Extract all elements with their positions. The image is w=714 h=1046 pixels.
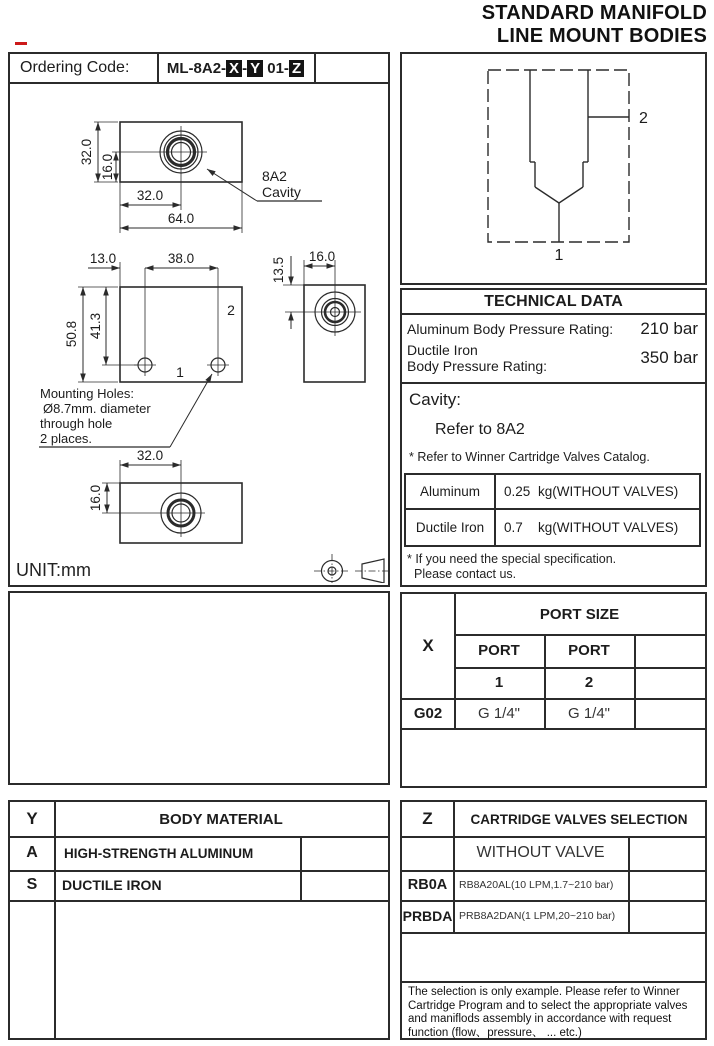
weight-row-ductile	[406, 510, 699, 545]
empty-panel	[8, 591, 390, 785]
dim-top-height: 32.0	[79, 138, 94, 166]
ordering-dash: -	[242, 59, 248, 77]
port1-sub: 1	[494, 674, 504, 691]
cart-row-prbda-label: PRB8A2DAN(1 LPM,20~210 bar)	[459, 910, 616, 922]
ordering-x-badge: X	[226, 60, 242, 77]
drawing-panel	[8, 52, 390, 587]
weight-material-aluminum: Aluminum	[406, 475, 496, 508]
dim-top-half: 16.0	[100, 153, 115, 181]
technical-data-panel	[400, 288, 707, 587]
unit-label: UNIT:mm	[16, 560, 91, 580]
cart-table-vline-2	[628, 836, 630, 932]
port-row-value1: G 1/4"	[477, 704, 520, 722]
callout-leader	[207, 169, 257, 201]
weight-table	[404, 473, 701, 547]
ordering-y-badge: Y	[247, 60, 263, 77]
page-title	[482, 2, 707, 48]
side-view	[283, 256, 365, 382]
body-row-a-code: A	[26, 844, 38, 861]
weight-aluminum-unit: kg(WITHOUT VALVES)	[538, 484, 679, 499]
pressure-ductile-value: 350 bar	[640, 348, 698, 367]
selection-note-line2: Cartridge Program and to select the appropriate valves	[408, 999, 688, 1012]
section-view-svg	[402, 54, 705, 283]
pressure-row-aluminum	[407, 319, 698, 339]
cart-table-title: CARTRIDGE VALVES SELECTION	[470, 811, 688, 827]
special-note-line1: * If you need the special specification.	[407, 552, 617, 566]
projection-symbol-cone-icon	[355, 559, 388, 583]
ordering-prefix: ML-8A2-	[166, 59, 227, 77]
weight-ductile-unit: kg(WITHOUT VALVES)	[538, 520, 679, 535]
weight-row-aluminum	[406, 475, 699, 510]
ordering-code-row	[10, 54, 388, 84]
pressure-ductile-label	[407, 342, 547, 374]
cart-row-rb0a-code: RB0A	[407, 877, 448, 893]
mounting-note-line1: Mounting Holes:	[40, 386, 134, 401]
cartridge-valves-table	[400, 800, 707, 1040]
top-view	[94, 122, 322, 233]
port-row-value2: G 1/4"	[567, 704, 610, 722]
dimension-drawings-svg	[10, 82, 388, 583]
page-title-line2: LINE MOUNT BODIES	[496, 25, 707, 47]
red-mark	[15, 42, 27, 45]
weight-ductile-number: 0.7	[504, 520, 523, 535]
selection-note	[408, 986, 701, 1040]
mounting-note-leader	[170, 374, 212, 447]
port2-header: PORT	[568, 642, 610, 659]
section-view-panel	[400, 52, 707, 285]
cavity-value: Refer to 8A2	[435, 421, 525, 438]
mounting-note-line2: Ø8.7mm. diameter	[43, 401, 151, 416]
body-row-a-label: HIGH-STRENGTH ALUMINUM	[64, 845, 254, 861]
special-note-line2: Please contact us.	[414, 567, 517, 581]
cavity-callout-line2: Cavity	[262, 184, 301, 200]
dim-side-cx: 16.0	[308, 249, 336, 264]
section-port1-label: 1	[554, 247, 564, 264]
cavity-note: * Refer to Winner Cartridge Valves Catalog.	[409, 450, 650, 464]
body-row-s-label: DUCTILE IRON	[62, 877, 162, 893]
weight-material-ductile: Ductile Iron	[406, 510, 496, 545]
front-port1-label: 1	[176, 364, 184, 380]
technical-data-title: TECHNICAL DATA	[402, 290, 705, 315]
dim-top-cx: 32.0	[136, 188, 164, 203]
special-note	[407, 552, 616, 582]
front-port2-label: 2	[227, 302, 235, 318]
body-table-vline-2	[300, 836, 302, 900]
body-table-hline-3	[10, 900, 388, 902]
dim-bottom-cx: 32.0	[136, 448, 164, 463]
ordering-code-value	[157, 54, 314, 82]
port-size-title: PORT SIZE	[539, 605, 620, 623]
cavity-label: Cavity:	[409, 390, 461, 409]
ordering-code-label: Ordering Code:	[20, 59, 130, 76]
cart-row-rb0a-label: RB8A20AL(10 LPM,1.7~210 bar)	[459, 879, 614, 891]
port-table-key: X	[422, 636, 434, 655]
cart-table-key: Z	[422, 809, 433, 828]
body-row-s-code: S	[26, 876, 38, 893]
bottom-view	[102, 460, 242, 543]
mounting-note-line4: 2 places.	[40, 431, 93, 446]
dim-front-height: 50.8	[64, 320, 79, 348]
side-view-body-outline	[304, 285, 365, 382]
pressure-ductile-label-line1: Ductile Iron	[407, 342, 478, 358]
ordering-mid: 01-	[263, 59, 289, 77]
ordering-z-badge: Z	[289, 60, 304, 77]
ordering-divider-2	[314, 54, 316, 82]
cavity-callout-line1: 8A2	[262, 168, 287, 184]
section-cavity-profile	[530, 70, 629, 242]
weight-value-ductile	[496, 510, 699, 545]
port-size-table	[400, 592, 707, 788]
body-table-title: BODY MATERIAL	[159, 810, 283, 828]
weight-value-aluminum	[496, 475, 699, 508]
page-title-line1: STANDARD MANIFOLD	[481, 2, 707, 24]
dim-side-top: 13.5	[271, 256, 286, 284]
dim-front-left: 13.0	[89, 251, 117, 266]
weight-aluminum-number: 0.25	[504, 484, 531, 499]
mounting-note-line3: through hole	[40, 416, 113, 431]
pressure-aluminum-label: Aluminum Body Pressure Rating:	[407, 321, 614, 337]
selection-note-line1: The selection is only example. Please refer to Winner	[408, 986, 680, 998]
port-table-hline-4	[402, 728, 705, 730]
selection-note-line4: function (flow、pressure、 ... etc.)	[408, 1026, 582, 1039]
body-material-table	[8, 800, 390, 1040]
dim-bottom-half: 16.0	[88, 484, 103, 512]
port1-header: PORT	[478, 642, 520, 659]
port-table-vline-3	[634, 634, 636, 728]
pressure-row-ductile	[407, 342, 698, 374]
dim-front-spacing: 38.0	[167, 251, 195, 266]
dim-front-hole-y: 41.3	[88, 312, 103, 340]
projection-symbol-target-icon	[314, 554, 350, 583]
pressure-ductile-label-line2: Body Pressure Rating:	[407, 358, 548, 374]
technical-divider	[402, 382, 705, 384]
body-table-key: Y	[26, 809, 38, 828]
pressure-aluminum-value: 210 bar	[640, 319, 698, 338]
section-port2-label: 2	[639, 110, 648, 127]
selection-note-line3: and maniflods assembly in accordance with request	[408, 1013, 672, 1025]
dim-top-width: 64.0	[167, 211, 195, 226]
cart-row-prbda-code: PRBDA	[402, 908, 453, 924]
cart-row-without-valve: WITHOUT VALVE	[476, 844, 605, 861]
cart-table-hline-4	[402, 932, 705, 934]
port-row-code: G02	[413, 704, 443, 722]
cart-table-hline-5	[402, 981, 705, 983]
port2-sub: 2	[584, 674, 594, 691]
